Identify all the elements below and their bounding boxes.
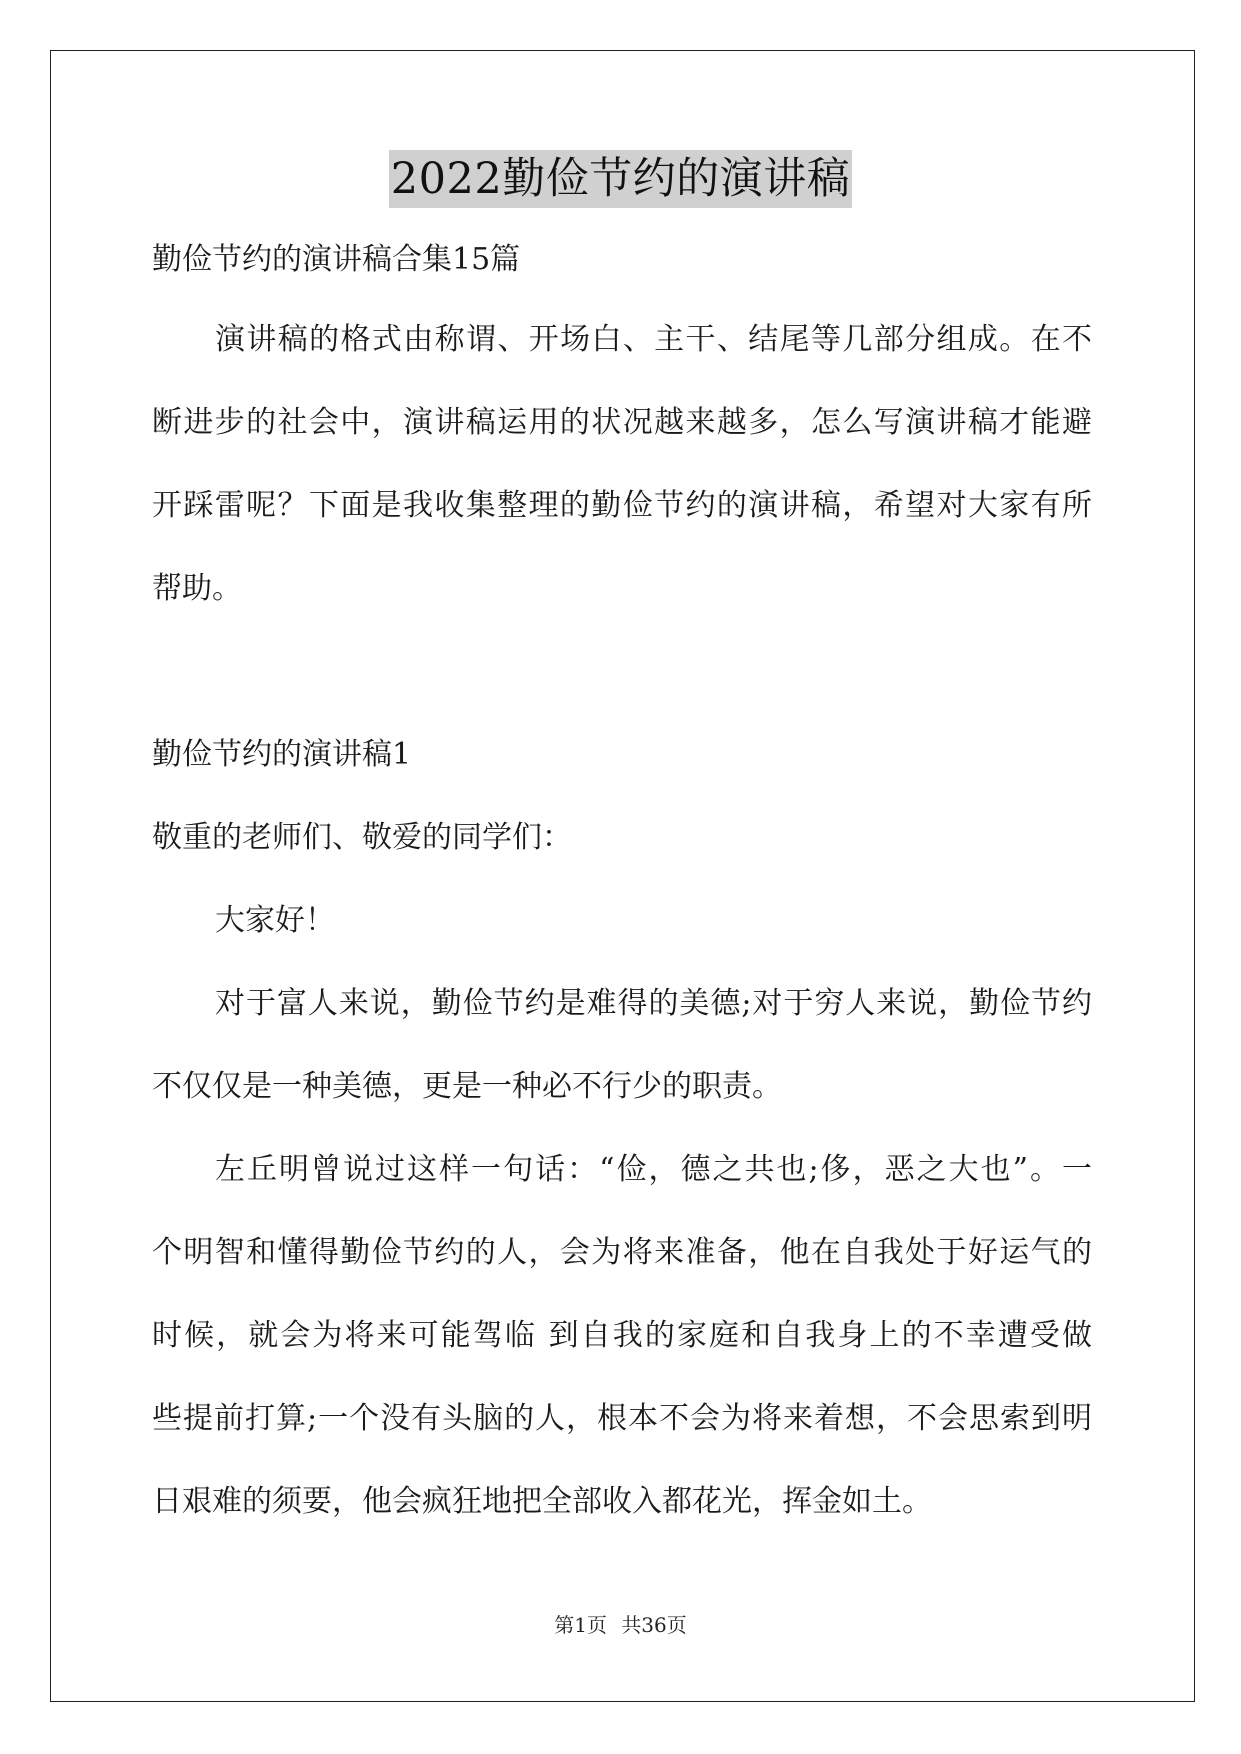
section-heading: 勤俭节约的演讲稿1 [152, 737, 412, 772]
intro-line-1: 演讲稿的格式由称谓、开场白、主干、结尾等几部分组成。在不 [215, 322, 1092, 357]
intro-line-3: 开踩雷呢？下面是我收集整理的勤俭节约的演讲稿，希望对大家有所 [152, 488, 1092, 523]
page-border [50, 50, 1195, 1702]
document-title: 2022勤俭节约的演讲稿 [389, 150, 852, 208]
page-footer [0, 1612, 1241, 1638]
title-container [0, 150, 1241, 208]
document-subtitle: 勤俭节约的演讲稿合集15篇 [152, 242, 521, 277]
intro-line-4: 帮助。 [152, 571, 242, 606]
page-number: 第1页 [554, 1613, 607, 1637]
paragraph2-line-1: 左丘明曾说过这样一句话：“俭，德之共也;侈，恶之大也”。一 [215, 1152, 1092, 1187]
greeting: 大家好！ [215, 903, 335, 938]
salutation: 敬重的老师们、敬爱的同学们： [152, 820, 572, 855]
paragraph2-line-3: 时候，就会为将来可能驾临 到自我的家庭和自我身上的不幸遭受做 [152, 1318, 1092, 1353]
paragraph1-line-2: 不仅仅是一种美德，更是一种必不行少的职责。 [152, 1069, 782, 1104]
page-total: 共36页 [621, 1613, 687, 1637]
intro-line-2: 断进步的社会中，演讲稿运用的状况越来越多，怎么写演讲稿才能避 [152, 405, 1092, 440]
paragraph2-line-5: 日艰难的须要，他会疯狂地把全部收入都花光，挥金如土。 [152, 1484, 932, 1519]
paragraph2-line-4: 些提前打算;一个没有头脑的人，根本不会为将来着想，不会思索到明 [152, 1401, 1092, 1436]
paragraph2-line-2: 个明智和懂得勤俭节约的人，会为将来准备，他在自我处于好运气的 [152, 1235, 1092, 1270]
paragraph1-line-1: 对于富人来说，勤俭节约是难得的美德;对于穷人来说，勤俭节约 [215, 986, 1092, 1021]
